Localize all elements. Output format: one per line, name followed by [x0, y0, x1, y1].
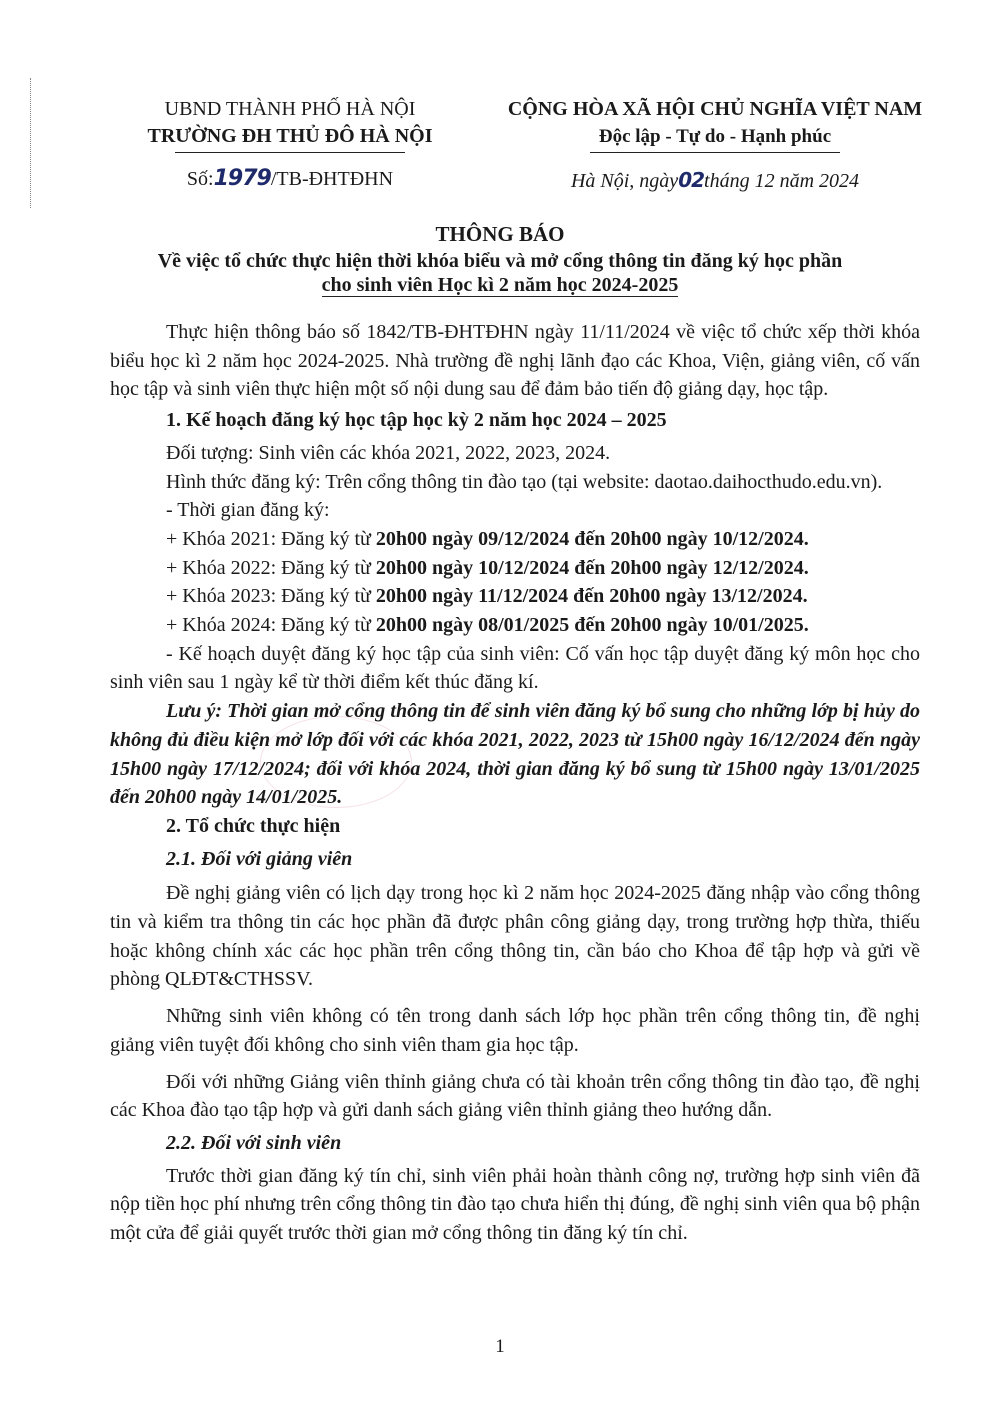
number-suffix: /TB-ĐHTĐHN	[270, 168, 394, 190]
section-2-2-heading: 2.2. Đối với sinh viên	[166, 1131, 342, 1154]
national-header	[480, 96, 950, 153]
schedule-time: 20h00 ngày 09/12/2024 đến 20h00 ngày 10/12/2024.	[375, 527, 809, 550]
note-paragraph: Lưu ý: Thời gian mở cổng thông tin để sinh viên đăng ký bổ sung cho những lớp bị hủy do không đủ điều kiện mở lớp đối với các khóa 2021, 2022, 2023 từ 15h00 ngày 16/12/2024 đến ngày 15h00 ngày 17/12/2024; đối với khóa 2024, thời gian đăng ký bổ sung từ 15h00 ngày 13/01/2025 đến 20h00 ngày 14/01/2025.	[110, 700, 920, 809]
document-body	[110, 318, 920, 1248]
document-subtitle-line1: Về việc tổ chức thực hiện thời khóa biểu và mở cổng thông tin đăng ký học phần	[157, 250, 843, 272]
handwritten-day: 02	[678, 168, 705, 192]
page-number: 1	[495, 1336, 505, 1357]
scan-margin-marks	[30, 78, 35, 208]
lecturer-paragraph-1: Đề nghị giảng viên có lịch dạy trong học kì 2 năm học 2024-2025 đăng nhập vào cổng thông tin và kiểm tra thông tin các học phần đã được phân công giảng dạy, trong trường hợp thừa, thiếu hoặc không chính xác các học phần trên cổng thông tin, cần báo cho Khoa để tập hợp và gửi về phòng QLĐT&CTHSSV.	[110, 882, 920, 991]
time-label: - Thời gian đăng ký:	[166, 499, 330, 522]
issuer-header	[110, 96, 470, 153]
schedule-time: 20h00 ngày 08/01/2025 đến 20h00 ngày 10/01/2025.	[375, 614, 809, 637]
schedule-item	[110, 611, 920, 640]
section-1-heading: 1. Kế hoạch đăng ký học tập học kỳ 2 năm học 2024 – 2025	[166, 409, 667, 432]
issuer-authority: UBND THÀNH PHỐ HÀ NỘI	[164, 98, 416, 120]
handwritten-number: 1979	[213, 166, 271, 191]
schedule-item	[110, 582, 920, 611]
document-number	[110, 166, 470, 191]
date-suffix: tháng 12 năm 2024	[704, 170, 860, 192]
method-line: Hình thức đăng ký: Trên cổng thông tin đào tạo (tại website: daotao.daihocthudo.edu.vn).	[166, 470, 883, 493]
schedule-item	[110, 525, 920, 554]
issuer-underline	[175, 152, 405, 153]
intro-paragraph: Thực hiện thông báo số 1842/TB-ĐHTĐHN ngày 11/11/2024 về việc tổ chức xếp thời khóa biểu học kì 2 năm học 2024-2025. Nhà trường đề nghị lãnh đạo các Khoa, Viện, giảng viên, cố vấn học tập và sinh viên thực hiện một số nội dung sau để đảm bảo tiến độ giảng dạy, học tập.	[110, 321, 920, 401]
schedule-prefix: + Khóa 2023: Đăng ký từ	[166, 585, 376, 608]
subtitle-underlined: cho sinh viên Học kì 2 năm học 2024-2025	[321, 274, 679, 296]
schedule-prefix: + Khóa 2022: Đăng ký từ	[166, 556, 376, 579]
schedule-prefix: + Khóa 2024: Đăng ký từ	[166, 614, 376, 637]
issuer-name: TRƯỜNG ĐH THỦ ĐÔ HÀ NỘI	[147, 125, 433, 147]
schedule-time: 20h00 ngày 11/12/2024 đến 20h00 ngày 13/12/2024.	[375, 585, 808, 608]
section-2-heading: 2. Tổ chức thực hiện	[166, 814, 341, 837]
number-prefix: Số:	[186, 168, 214, 190]
schedule-time: 20h00 ngày 10/12/2024 đến 20h00 ngày 12/12/2024.	[375, 556, 809, 579]
target-line: Đối tượng: Sinh viên các khóa 2021, 2022, 2023, 2024.	[166, 441, 611, 464]
lecturer-paragraph-3: Đối với những Giảng viên thỉnh giảng chưa có tài khoản trên cổng thông tin đào tạo, đề nghị các Khoa đào tạo tập hợp và gửi danh sách giảng viên thỉnh giảng theo hướng dẫn.	[110, 1070, 920, 1122]
document-subtitle-line2	[0, 274, 1000, 297]
approval-paragraph: - Kế hoạch duyệt đăng ký học tập của sinh viên: Cố vấn học tập duyệt đăng ký môn học cho sinh viên sau 1 ngày kể từ thời điểm kết thúc đăng kí.	[110, 642, 920, 694]
date-prefix: Hà Nội, ngày	[570, 170, 679, 192]
student-paragraph-1: Trước thời gian đăng ký tín chỉ, sinh viên phải hoàn thành công nợ, trường hợp sinh viên đã nộp tiền học phí nhưng trên cổng thông tin đào tạo chưa hiển thị đúng, đề nghị sinh viên qua bộ phận một cửa để giải quyết trước thời gian mở cổng thông tin đăng ký tín chỉ.	[110, 1164, 920, 1245]
schedule-prefix: + Khóa 2021: Đăng ký từ	[166, 527, 376, 550]
lecturer-paragraph-2: Những sinh viên không có tên trong danh sách lớp học phần trên cổng thông tin, đề nghị giảng viên tuyệt đối không cho sinh viên tham gia học tập.	[110, 1005, 920, 1056]
schedule-item	[110, 554, 920, 583]
document-title: THÔNG BÁO	[435, 222, 565, 246]
document-date	[480, 168, 950, 193]
section-2-1-heading: 2.1. Đối với giảng viên	[166, 847, 353, 870]
national-motto: Độc lập - Tự do - Hạnh phúc	[598, 126, 832, 147]
motto-underline	[590, 152, 840, 153]
national-title: CỘNG HÒA XÃ HỘI CHỦ NGHĨA VIỆT NAM	[507, 98, 923, 120]
